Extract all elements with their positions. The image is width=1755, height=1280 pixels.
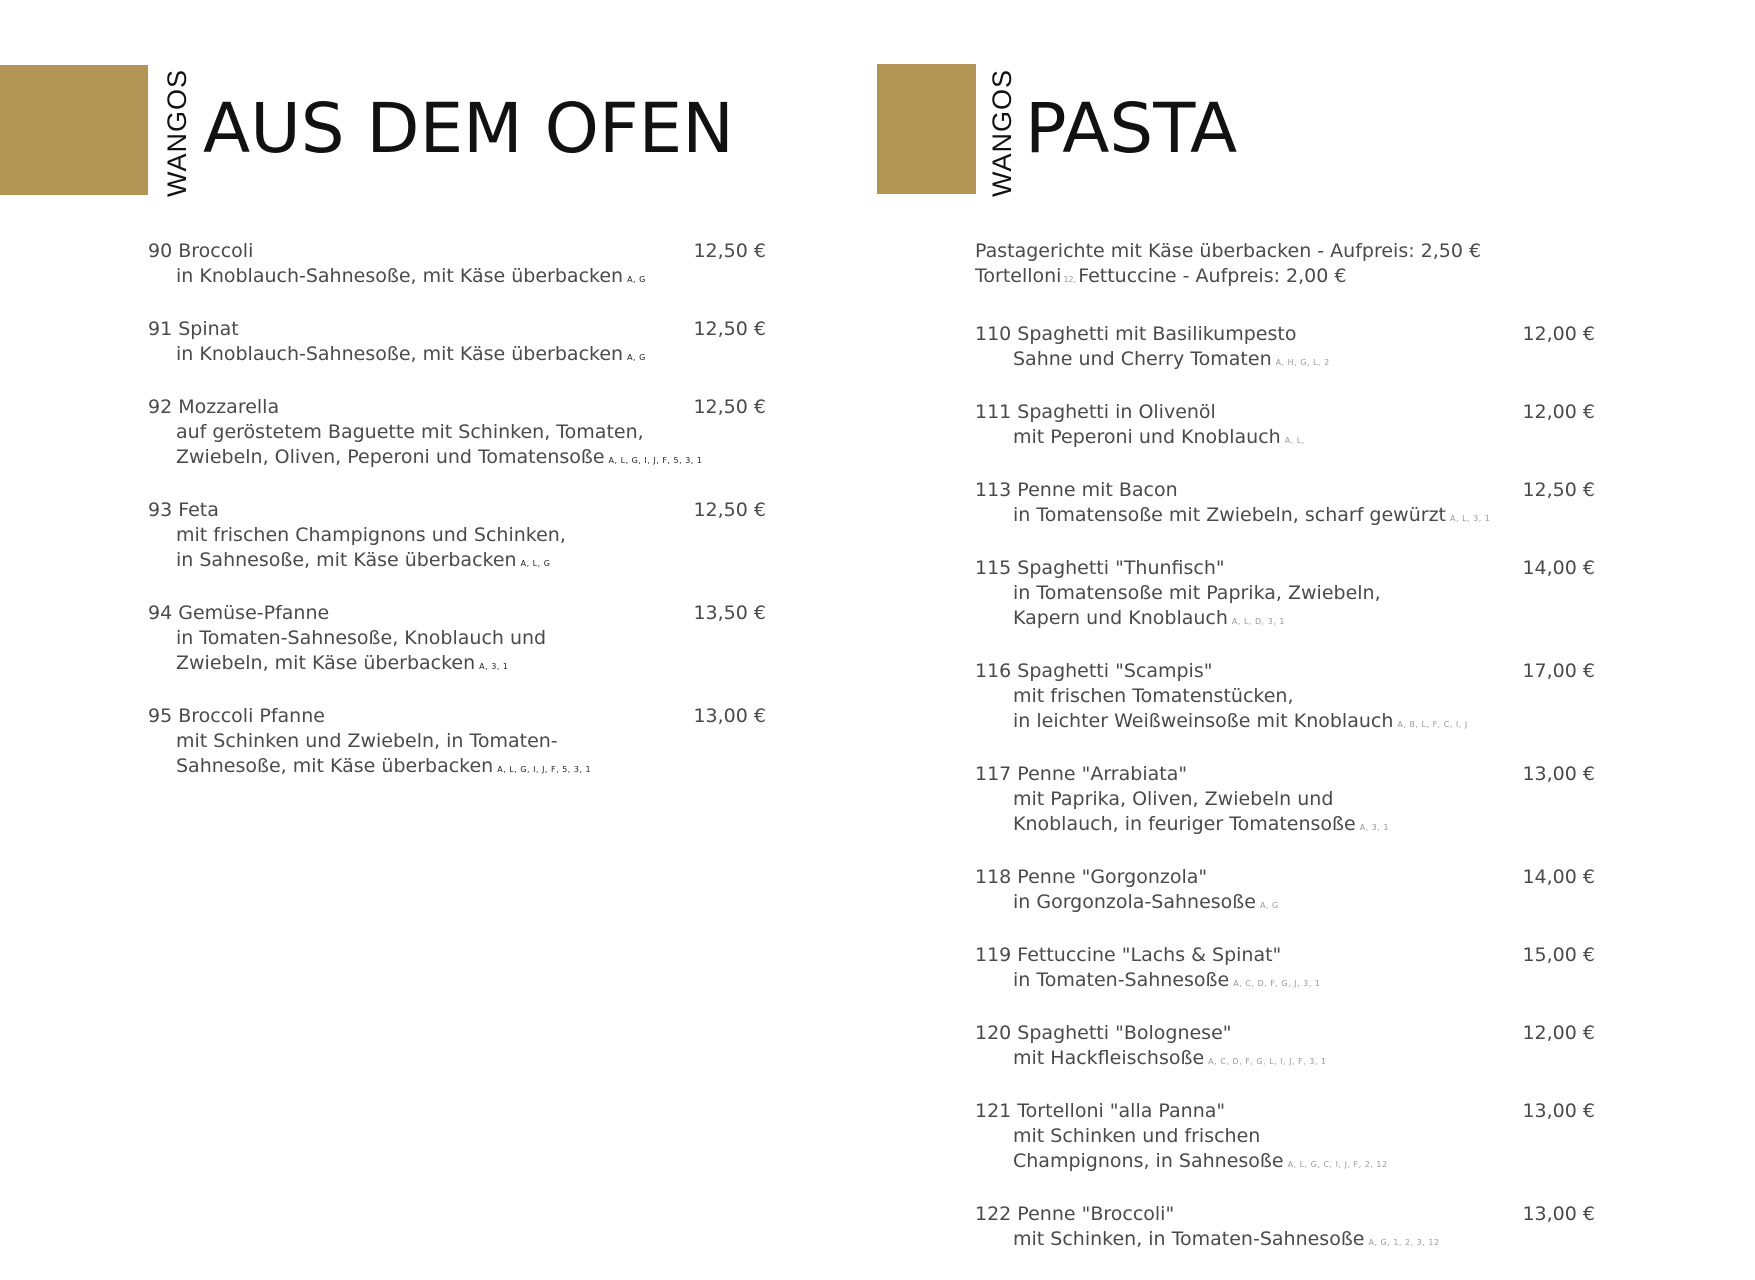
left-menu-list [148,239,766,807]
menu-item-description [975,1149,1595,1177]
menu-item-description [975,684,1595,709]
menu-item-description-text: in leichter Weißweinsoße mit Knoblauch [1013,710,1394,732]
menu-item [975,1021,1595,1074]
menu-item-price: 15,00 € [1522,944,1595,966]
menu-item-name: 93 Feta [148,499,219,521]
left-brand-wangos: WANGOS [162,68,192,197]
menu-item-name: 95 Broccoli Pfanne [148,705,325,727]
menu-item-description [148,342,766,370]
menu-item-name: 116 Spaghetti "Scampis" [975,660,1213,682]
left-section-title: AUS DEM OFEN [203,89,734,169]
menu-item-allergens: A, L, [1284,436,1305,445]
menu-item-description [975,709,1595,737]
menu-item-description-text: Zwiebeln, mit Käse überbacken [176,652,476,674]
menu-item [975,1099,1595,1177]
menu-item-price: 12,50 € [693,499,766,521]
menu-item [148,601,766,679]
menu-item-allergens: A, L, G [520,559,551,568]
menu-item-description-text: in Sahnesoße, mit Käse überbacken [176,549,517,571]
menu-item-description [975,581,1595,606]
menu-item [148,704,766,782]
menu-item-name: 122 Penne "Broccoli" [975,1203,1175,1225]
menu-item-description-text: in Knoblauch-Sahnesoße, mit Käse überbacken [176,265,624,287]
menu-item-description [975,787,1595,812]
note-fettuccine: Fettuccine - Aufpreis: 2,00 € [1078,265,1347,287]
menu-item-description-text: mit Peperoni und Knoblauch [1013,426,1281,448]
menu-item-description [975,1227,1595,1255]
menu-item-description-text: in Knoblauch-Sahnesoße, mit Käse überbacken [176,343,624,365]
menu-item [148,317,766,370]
menu-item-price: 12,00 € [1522,323,1595,345]
menu-item-description [975,812,1595,840]
right-brand-wangos: WANGOS [987,68,1017,197]
menu-item-name: 91 Spinat [148,318,239,340]
menu-item-allergens: A, G [627,353,646,362]
menu-item-description [148,523,766,548]
menu-item [975,943,1595,996]
menu-item-description [975,503,1595,531]
menu-item-price: 13,00 € [693,705,766,727]
menu-item-allergens: A, C, D, F, G, L, I, J, F, 3, 1 [1208,1057,1327,1066]
menu-item-description-text: Champignons, in Sahnesoße [1013,1150,1284,1172]
menu-item-price: 14,00 € [1522,557,1595,579]
menu-item-description [148,420,766,445]
menu-item-name: 94 Gemüse-Pfanne [148,602,330,624]
menu-item-description-text: Sahnesoße, mit Käse überbacken [176,755,494,777]
menu-item-price: 12,00 € [1522,401,1595,423]
menu-item-description [148,729,766,754]
menu-item-allergens: A, G, 1, 2, 3, 12 [1368,1238,1440,1247]
menu-item-name: 118 Penne "Gorgonzola" [975,866,1208,888]
menu-item-description-text: Knoblauch, in feuriger Tomatensoße [1013,813,1356,835]
menu-item-description [975,347,1595,375]
menu-item-description [148,626,766,651]
menu-item-description [975,890,1595,918]
menu-item-allergens: A, L, G, C, I, J, F, 2, 12 [1287,1160,1388,1169]
menu-item-allergens: A, L, 3, 1 [1450,514,1491,523]
menu-item-price: 14,00 € [1522,866,1595,888]
menu-item-description [975,1046,1595,1074]
left-gold-block [0,65,148,195]
menu-item-description-text: in Tomatensoße mit Paprika, Zwiebeln, [1013,582,1381,604]
menu-item-allergens: A, B, L, F, C, I, J [1397,720,1468,729]
menu-item-description [975,606,1595,634]
menu-item-description-text: mit Hackfleischsoße [1013,1047,1205,1069]
menu-item-name: 113 Penne mit Bacon [975,479,1178,501]
right-menu-list [975,239,1595,1280]
menu-item-allergens: A, G [1259,901,1279,910]
menu-item-description [975,1124,1595,1149]
note-line-2 [975,264,1595,292]
menu-item-description-text: Kapern und Knoblauch [1013,607,1228,629]
menu-item-price: 13,00 € [1522,763,1595,785]
menu-item-price: 13,50 € [693,602,766,624]
menu-item-description-text: mit frischen Champignons und Schinken, [176,524,566,546]
menu-item [975,659,1595,737]
menu-item-description-text: mit frischen Tomatenstücken, [1013,685,1294,707]
menu-item-name: 119 Fettuccine "Lachs & Spinat" [975,944,1282,966]
menu-item-description [975,425,1595,453]
menu-item [975,400,1595,453]
menu-item-name: 121 Tortelloni "alla Panna" [975,1100,1226,1122]
menu-item-price: 13,00 € [1522,1203,1595,1225]
menu-item-name: 115 Spaghetti "Thunfisch" [975,557,1225,579]
menu-item-description-text: auf geröstetem Baguette mit Schinken, Tomaten, [176,421,644,443]
menu-item-name: 120 Spaghetti "Bolognese" [975,1022,1232,1044]
menu-item-description [148,548,766,576]
menu-item [975,1202,1595,1255]
menu-item-price: 12,50 € [693,396,766,418]
menu-item-description-text: in Tomaten-Sahnesoße, Knoblauch und [176,627,547,649]
menu-item-price: 12,50 € [693,318,766,340]
menu-item [148,498,766,576]
menu-item-description-text: mit Schinken, in Tomaten-Sahnesoße [1013,1228,1365,1250]
menu-item-allergens: A, L, G, I, J, F, 5, 3, 1 [608,456,703,465]
menu-item-description-text: in Tomaten-Sahnesoße [1013,969,1230,991]
menu-item [148,395,766,473]
menu-item-description [148,651,766,679]
price-note [975,239,1595,292]
menu-item-allergens: A, 3, 1 [479,662,509,671]
menu-item-name: 111 Spaghetti in Olivenöl [975,401,1216,423]
menu-item-description-text: Sahne und Cherry Tomaten [1013,348,1272,370]
menu-item-description-text: mit Schinken und Zwiebeln, in Tomaten- [176,730,558,752]
menu-item-price: 12,00 € [1522,1022,1595,1044]
menu-item-description [148,445,766,473]
menu-item-description [975,968,1595,996]
menu-item-description-text: mit Schinken und frischen [1013,1125,1261,1147]
menu-item [148,239,766,292]
menu-item-price: 12,50 € [1522,479,1595,501]
menu-item-allergens: A, H, G, L, 2 [1275,358,1330,367]
menu-item-name: 90 Broccoli [148,240,254,262]
menu-item-name: 92 Mozzarella [148,396,280,418]
menu-item-allergens: A, 3, 1 [1359,823,1390,832]
menu-item [975,762,1595,840]
menu-item-name: 117 Penne "Arrabiata" [975,763,1188,785]
menu-item-description-text: in Gorgonzola-Sahnesoße [1013,891,1256,913]
menu-item [975,478,1595,531]
menu-item [975,322,1595,375]
note-tortelloni: Tortelloni [975,265,1062,287]
menu-item-price: 13,00 € [1522,1100,1595,1122]
menu-item-name: 110 Spaghetti mit Basilikumpesto [975,323,1297,345]
note-line-1: Pastagerichte mit Käse überbacken - Aufpreis: 2,50 € [975,240,1482,262]
menu-item-description-text: in Tomatensoße mit Zwiebeln, scharf gewürzt [1013,504,1447,526]
menu-item-description [148,264,766,292]
menu-item-allergens: A, C, D, F, G, J, 3, 1 [1233,979,1321,988]
menu-item-description-text: mit Paprika, Oliven, Zwiebeln und [1013,788,1334,810]
menu-item-description-text: Zwiebeln, Oliven, Peperoni und Tomatensoße [176,446,605,468]
menu-item-price: 17,00 € [1522,660,1595,682]
menu-item-allergens: A, G [627,275,646,284]
note-superscript: 12, [1063,275,1077,284]
menu-item-allergens: A, L, D, 3, 1 [1231,617,1286,626]
menu-item-description [148,754,766,782]
menu-item [975,556,1595,634]
menu-item-price: 12,50 € [693,240,766,262]
menu-item [975,865,1595,918]
right-gold-block [877,64,976,194]
right-section-title: PASTA [1025,89,1238,169]
menu-item-allergens: A, L, G, I, J, F, 5, 3, 1 [497,765,592,774]
